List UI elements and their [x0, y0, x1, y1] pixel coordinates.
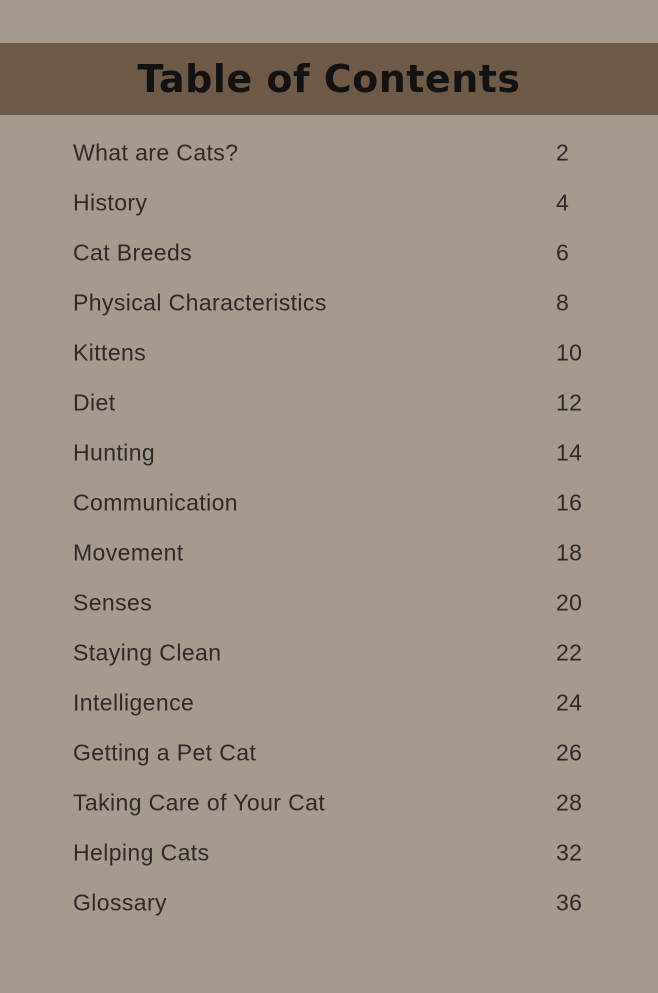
toc-entry-label: Staying Clean [73, 639, 222, 666]
toc-entry-label: Senses [73, 589, 153, 616]
toc-entry-page-number: 6 [556, 239, 570, 266]
toc-entry-label: What are Cats? [73, 139, 239, 166]
toc-entry-label: Diet [73, 389, 116, 416]
page-top-margin [0, 0, 658, 43]
toc-entry [0, 178, 658, 228]
toc-entry-page-number: 24 [556, 689, 583, 716]
toc-entry-page-number: 16 [556, 489, 583, 516]
toc-entry-page-number: 22 [556, 639, 583, 666]
page-title: Table of Contents [137, 57, 521, 101]
toc-entry [0, 878, 658, 928]
toc-entry-label: Movement [73, 539, 184, 566]
toc-entry [0, 628, 658, 678]
title-band [0, 43, 658, 115]
toc-entry [0, 428, 658, 478]
toc-entry-label: Glossary [73, 889, 167, 916]
toc-entry-page-number: 32 [556, 839, 583, 866]
toc-entry [0, 378, 658, 428]
toc-entry-page-number: 18 [556, 539, 583, 566]
toc-entry [0, 478, 658, 528]
toc-entry-page-number: 8 [556, 289, 570, 316]
toc-entry [0, 328, 658, 378]
toc-entry-label: History [73, 189, 148, 216]
toc-entry-label: Cat Breeds [73, 239, 193, 266]
toc-entry-label: Intelligence [73, 689, 195, 716]
toc-entry [0, 528, 658, 578]
toc-entry-page-number: 28 [556, 789, 583, 816]
toc-entry-label: Physical Characteristics [73, 289, 327, 316]
toc-entry [0, 228, 658, 278]
toc-entry [0, 128, 658, 178]
toc-entry [0, 828, 658, 878]
toc-entry-page-number: 2 [556, 139, 570, 166]
toc-entry [0, 728, 658, 778]
toc-entry-page-number: 36 [556, 889, 583, 916]
toc-entry-label: Helping Cats [73, 839, 210, 866]
toc-entry [0, 278, 658, 328]
toc-entry-page-number: 12 [556, 389, 583, 416]
toc-entry-page-number: 26 [556, 739, 583, 766]
toc-entry-page-number: 10 [556, 339, 583, 366]
toc-entry-label: Taking Care of Your Cat [73, 789, 326, 816]
toc-entry [0, 678, 658, 728]
toc-entry-page-number: 14 [556, 439, 583, 466]
toc-entry [0, 578, 658, 628]
toc-entry [0, 778, 658, 828]
toc-entry-label: Getting a Pet Cat [73, 739, 257, 766]
toc-entry-page-number: 4 [556, 189, 570, 216]
toc-entry-label: Hunting [73, 439, 156, 466]
toc-entry-label: Communication [73, 489, 238, 516]
toc-entry-label: Kittens [73, 339, 147, 366]
toc-list [0, 115, 658, 928]
toc-entry-page-number: 20 [556, 589, 583, 616]
